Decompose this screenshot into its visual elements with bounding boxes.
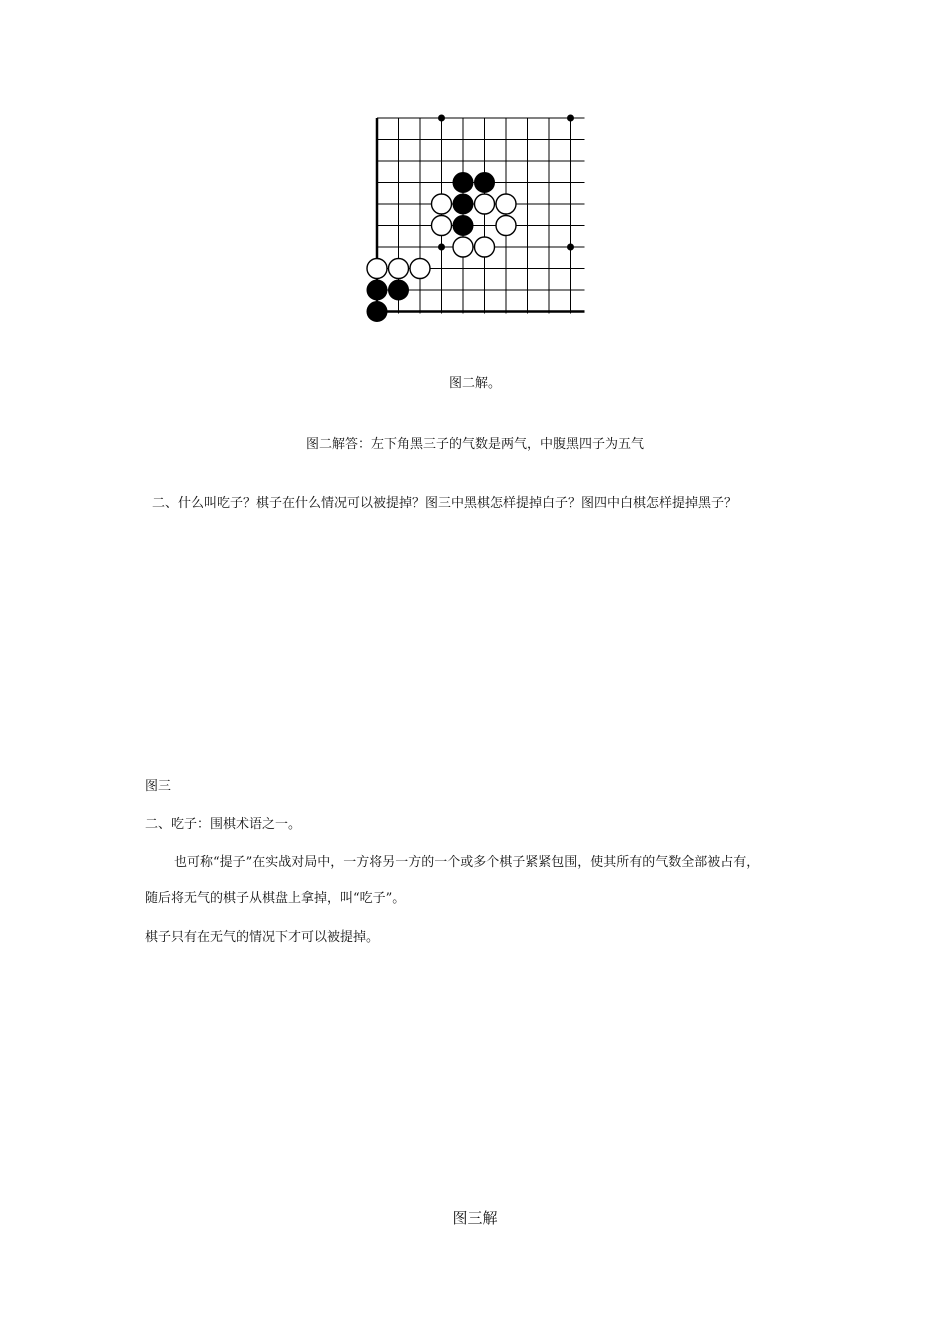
black-stone [367,302,387,322]
white-stone [389,259,409,279]
figure-3-caption: 图三解 [452,1209,498,1227]
black-stone [367,280,387,300]
figure-3-label: 图三 [145,779,172,794]
capture-heading: 二、吃子：围棋术语之一。 [145,817,302,832]
white-stone [432,216,452,236]
white-stone [496,194,516,214]
star-point [438,115,445,122]
star-point [567,244,574,251]
go-board [360,112,600,340]
capture-paragraph-2: 随后将无气的棋子从棋盘上拿掉，叫“吃子”。 [145,891,406,906]
white-stone [496,216,516,236]
white-stone [367,259,387,279]
white-stone [453,237,473,257]
white-stone [475,194,495,214]
figure-2-caption: 图二解。 [448,376,501,391]
black-stone [475,173,495,193]
black-stone [389,280,409,300]
black-stone [453,216,473,236]
black-stone [453,173,473,193]
black-stone [453,194,473,214]
star-point [438,244,445,251]
question-two: 二、什么叫吃子？棋子在什么情况可以被提掉？图三中黑棋怎样提掉白子？图四中白棋怎样提掉黑子？ [152,496,738,511]
star-point [567,115,574,122]
capture-paragraph-1: 也可称“提子”在实战对局中，一方将另一方的一个或多个棋子紧紧包围，使其所有的气数全部被占有， [174,855,760,870]
go-board-diagram [360,112,600,340]
figure-2-answer: 图二解答：左下角黑三子的气数是两气，中腹黑四子为五气 [305,437,644,452]
white-stone [475,237,495,257]
white-stone [410,259,430,279]
white-stone [432,194,452,214]
capture-paragraph-3: 棋子只有在无气的情况下才可以被提掉。 [145,930,380,945]
